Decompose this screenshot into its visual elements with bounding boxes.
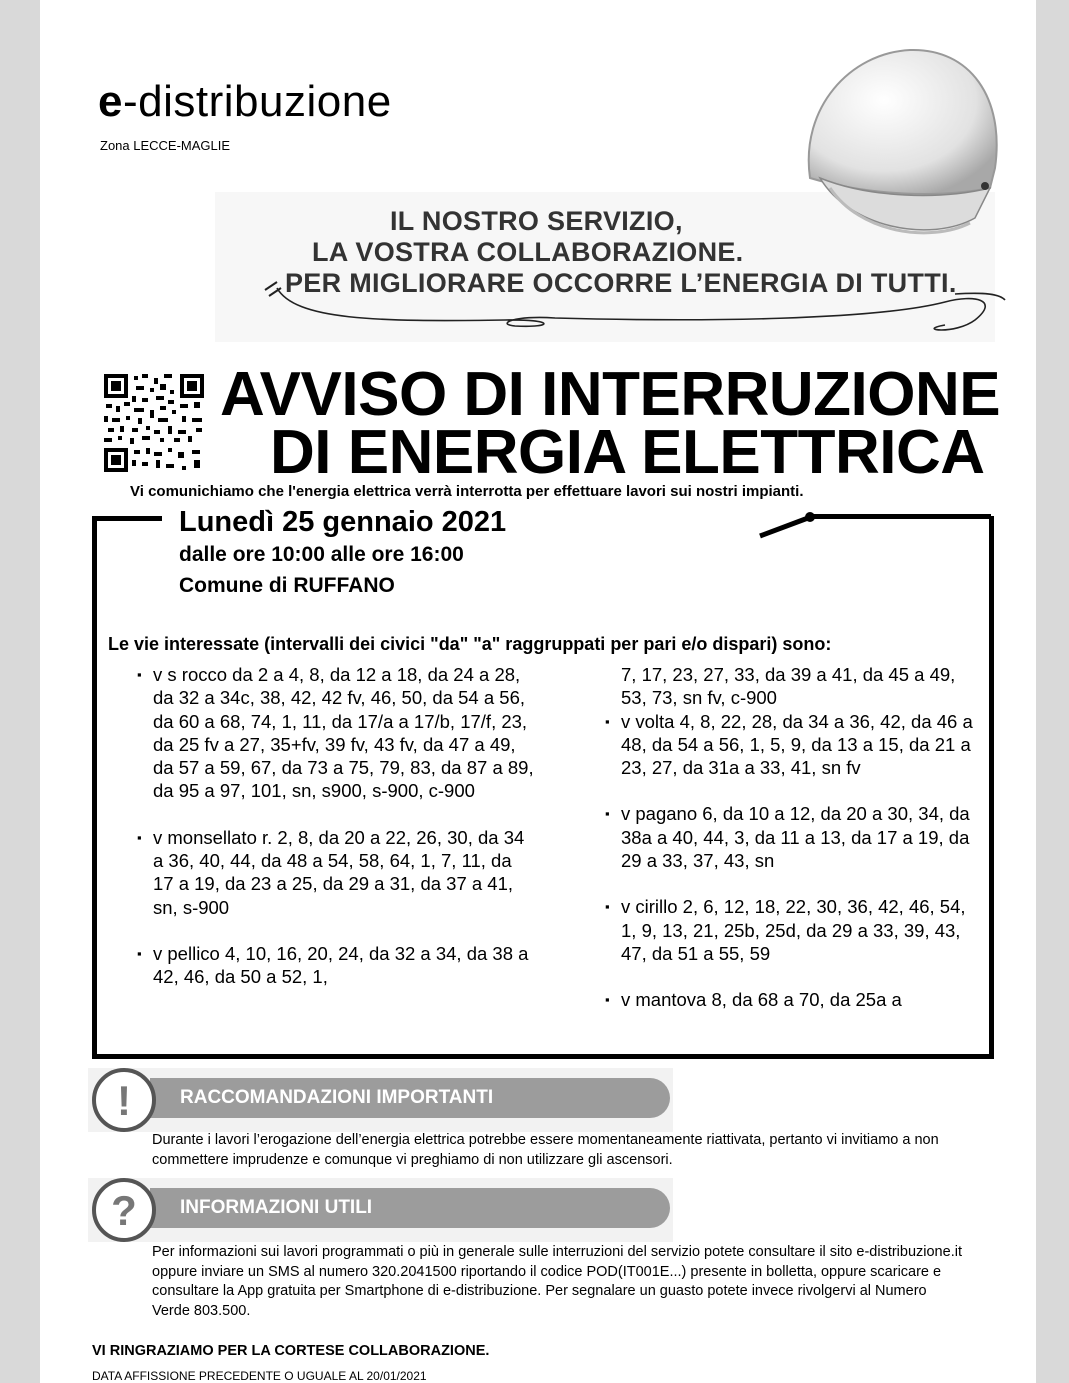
streets-column-2 xyxy=(605,663,985,1035)
list-item xyxy=(605,802,985,872)
list-item xyxy=(137,942,537,989)
list-item xyxy=(137,826,537,919)
question-icon xyxy=(90,1176,158,1244)
slogan-line-1: IL NOSTRO SERVIZIO, xyxy=(390,206,683,236)
intro-text: Vi comunichiamo che l'energia elettrica verrà interrotta per effettuare lavori sui nostri impianti. xyxy=(130,483,804,500)
bullet: ▪ xyxy=(605,992,610,1008)
street-text: v monsellato r. 2, 8, da 20 a 22, 26, 30, da 34 a 36, 40, 44, da 48 a 54, 58, 64, 1, 7, 11, da 17 a 19, da 23 a 25, da 29 a 31, da 37 a 41, sn, s-900 xyxy=(153,826,525,918)
logo-mark: e xyxy=(98,77,123,126)
outage-time: dalle ore 10:00 alle ore 16:00 xyxy=(179,543,464,566)
street-text: v pagano 6, da 10 a 12, da 20 a 30, 34, da 38a a 40, 44, 3, da 11 a 13, da 17 a 19, da 29 a 33, 37, 43, sn xyxy=(621,803,970,872)
info-title: INFORMAZIONI UTILI xyxy=(150,1188,670,1228)
box-top-border-left xyxy=(92,516,162,521)
street-continuation: 7, 17, 23, 27, 33, da 39 a 41, da 45 a 49, 53, 73, sn fv, c-900 xyxy=(621,664,956,709)
cable-end-icon xyxy=(758,510,818,540)
svg-text:?: ? xyxy=(111,1187,137,1234)
bullet: ▪ xyxy=(137,829,142,845)
slogan-line-2: LA VOSTRA COLLABORAZIONE. xyxy=(312,237,744,267)
streets-label: Le vie interessate (intervalli dei civici "da" "a" raggruppati per pari e/o dispari) sono: xyxy=(108,634,832,654)
thanks-text: VI RINGRAZIAMO PER LA CORTESE COLLABORAZIONE. xyxy=(92,1343,490,1359)
svg-text:!: ! xyxy=(117,1077,131,1124)
street-text: v mantova 8, da 68 a 70, da 25a a xyxy=(621,989,902,1011)
bullet: ▪ xyxy=(605,713,610,729)
outage-date: Lunedì 25 gennaio 2021 xyxy=(179,506,507,538)
logo xyxy=(98,77,392,126)
streets-column-1 xyxy=(137,663,537,1012)
notice-title-line-1: AVVISO DI INTERRUZIONE xyxy=(220,360,1001,429)
outage-comune: Comune di RUFFANO xyxy=(179,574,395,597)
box-top-border-right xyxy=(810,514,991,519)
bullet: ▪ xyxy=(605,806,610,822)
logo-text: -distribuzione xyxy=(122,77,392,126)
rec-title: RACCOMANDAZIONI IMPORTANTI xyxy=(150,1078,670,1118)
rec-text: Durante i lavori l’erogazione dell’energia elettrica potrebbe essere momentaneamente riattivata, pertanto vi invitiamo a non commettere imprudenze e comunque vi preghiamo di non utilizzare gli ascensori. xyxy=(152,1132,939,1168)
affix-date: DATA AFFISSIONE PRECEDENTE O UGUALE AL 20/01/2021 xyxy=(92,1369,427,1383)
list-item xyxy=(605,988,985,1011)
qr-code-icon xyxy=(102,372,206,474)
street-text: v volta 4, 8, 22, 28, da 34 a 36, 42, da 46 a 48, da 54 a 56, 1, 5, 9, da 13 a 15, da 21 a 23, 27, da 31a a 33, 41, sn fv xyxy=(621,710,973,779)
street-text: v s rocco da 2 a 4, 8, da 12 a 18, da 24 a 28, da 32 a 34c, 38, 42, 42 fv, 46, 50, da 54 a 56, da 60 a 68, 74, 1, 11, da 17/a a 17/b, 17/f, 23, da 25 fv a 27, 35+fv, 39 fv, 43 fv, da 47 a 49, da 57 a 59, 67, da 73 a 75, 79, 83, da 87 a 89, da 95 a 97, 101, sn, s900, s-900, c-900 xyxy=(153,664,534,802)
list-item xyxy=(605,710,985,780)
slogan-line-3: PER MIGLIORARE OCCORRE L’ENERGIA DI TUTTI. xyxy=(285,268,957,298)
street-text: v pellico 4, 10, 16, 20, 24, da 32 a 34, da 38 a 42, 46, da 50 a 52, 1, xyxy=(153,942,529,988)
bullet: ▪ xyxy=(137,945,142,961)
notice-page xyxy=(40,0,1036,1383)
list-item xyxy=(137,663,537,803)
notice-title-line-2: DI ENERGIA ELETTRICA xyxy=(270,418,985,487)
bullet: ▪ xyxy=(137,667,142,682)
street-text: v cirillo 2, 6, 12, 18, 22, 30, 36, 42, 46, 54, 1, 9, 13, 21, 25b, 25d, da 29 a 33, 39, 43, 47, da 51 a 55, 59 xyxy=(621,896,966,964)
plug-cable-icon xyxy=(255,280,1015,350)
list-item xyxy=(605,895,985,965)
zone-label: Zona LECCE-MAGLIE xyxy=(100,138,231,153)
exclamation-icon xyxy=(90,1066,158,1134)
notice-title xyxy=(220,360,1020,487)
info-text: Per informazioni sui lavori programmati o più in generale sulle interruzioni del servizio potete consultare il sito e-distribuzione.it oppure inviare un SMS al numero 320.2041500 riportando il codice POD(IT001E...) presente in bolletta, oppure scaricare e consultare la App gratuita per Smartphone di e-distribuzione. Per segnalare un guasto potete invece rivolgervi al Numero Verde 803.500. xyxy=(152,1244,962,1319)
bullet: ▪ xyxy=(605,899,610,915)
helmet-image xyxy=(790,28,1010,268)
